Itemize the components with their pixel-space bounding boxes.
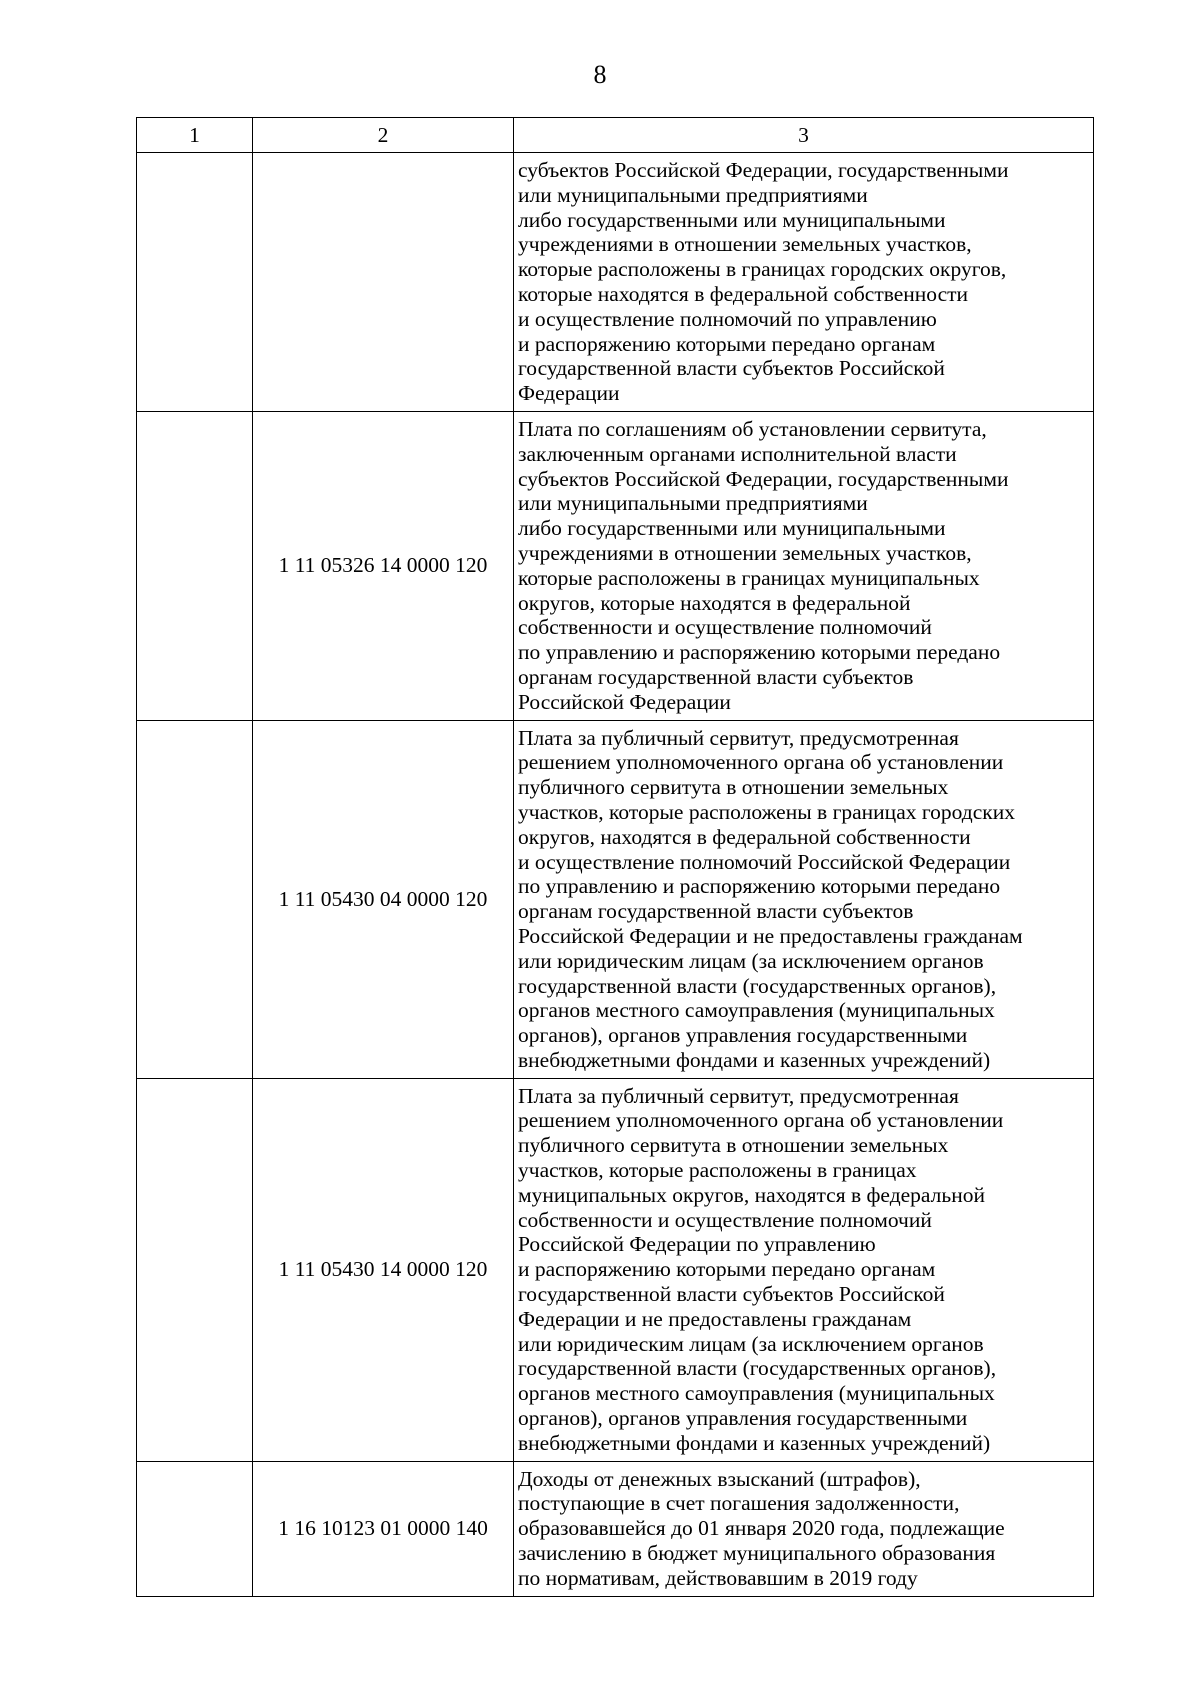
description-line: субъектов Российской Федерации, государственными [518, 158, 1009, 182]
description-line: по управлению и распоряжению которыми передано [518, 640, 1001, 665]
description-line: государственной власти (государственных органов), [518, 1356, 997, 1381]
income-description-cell [514, 411, 1094, 720]
description-line: или муниципальными предприятиями [518, 182, 868, 207]
description-line: Плата за публичный сервитут, предусмотренная [518, 725, 959, 750]
row-number-cell [137, 411, 253, 720]
description-line: участков, которые расположены в границах [518, 1158, 917, 1183]
description-line: учреждениями в отношении земельных участков, [518, 232, 972, 257]
budget-code-cell: 1 11 05430 14 0000 120 [253, 1078, 514, 1461]
description-line: решением уполномоченного органа об установлении [518, 1108, 1004, 1133]
description-line: публичного сервитута в отношении земельных [518, 775, 949, 800]
description-line: зачислению в бюджет муниципального образования [518, 1541, 996, 1566]
row-number-cell [137, 720, 253, 1078]
description-line: органам государственной власти субъектов [518, 899, 914, 924]
income-description-cell [514, 720, 1094, 1078]
budget-code-cell [253, 153, 514, 412]
description-line: Федерации [518, 381, 620, 406]
table-row [137, 411, 1094, 720]
table-row [137, 153, 1094, 412]
table-header-row [137, 118, 1094, 153]
description-line: собственности и осуществление полномочий [518, 615, 932, 640]
description-line: Доходы от денежных взысканий (штрафов), [518, 1466, 921, 1491]
description-line: и осуществление полномочий Российской Федерации [518, 849, 1011, 874]
description-line: государственной власти субъектов Российской [518, 356, 945, 381]
description-line: округов, находятся в федеральной собственности [518, 824, 971, 849]
description-line: органам государственной власти субъектов [518, 664, 914, 689]
description-line: или юридическим лицам (за исключением органов [518, 948, 984, 973]
description-line: Плата по соглашениям об установлении сервитута, [518, 416, 987, 441]
description-line: публичного сервитута в отношении земельных [518, 1133, 949, 1158]
description-line: образовавшейся до 01 января 2020 года, подлежащие [518, 1516, 1005, 1541]
description-line: или юридическим лицам (за исключением органов [518, 1331, 984, 1356]
description-line: внебюджетными фондами и казенных учреждений) [518, 1047, 991, 1072]
row-number-cell [137, 153, 253, 412]
column-header-1: 1 [137, 118, 253, 153]
description-line: органов), органов управления государственными [518, 1406, 968, 1431]
table-row [137, 1078, 1094, 1461]
income-description-cell [514, 1078, 1094, 1461]
description-line: которые расположены в границах городских округов, [518, 257, 1007, 282]
description-line: Федерации и не предоставлены гражданам [518, 1306, 912, 1331]
description-line: внебюджетными фондами и казенных учреждений) [518, 1430, 991, 1455]
description-line: которые находятся в федеральной собственности [518, 281, 969, 306]
table-row [137, 1461, 1094, 1596]
description-line: органов), органов управления государственными [518, 1023, 968, 1048]
description-line: муниципальных округов, находятся в федеральной [518, 1182, 985, 1207]
description-line: учреждениями в отношении земельных участков, [518, 540, 972, 565]
description-line: либо государственными или муниципальными [518, 207, 946, 232]
description-line: органов местного самоуправления (муниципальных [518, 998, 995, 1023]
column-header-3: 3 [514, 118, 1094, 153]
row-number-cell [137, 1461, 253, 1596]
budget-code-cell: 1 11 05430 04 0000 120 [253, 720, 514, 1078]
income-description-cell [514, 1461, 1094, 1596]
description-line: поступающие в счет погашения задолженности, [518, 1491, 960, 1516]
description-line: и распоряжению которыми передано органам [518, 1257, 936, 1282]
description-line: или муниципальными предприятиями [518, 491, 868, 516]
description-line: Российской Федерации по управлению [518, 1232, 876, 1257]
description-line: либо государственными или муниципальными [518, 516, 946, 541]
description-line: которые расположены в границах муниципальных [518, 565, 980, 590]
description-line: собственности и осуществление полномочий [518, 1207, 932, 1232]
description-line: и осуществление полномочий по управлению [518, 306, 937, 331]
description-line: органов местного самоуправления (муниципальных [518, 1381, 995, 1406]
description-line: заключенным органами исполнительной власти [518, 441, 957, 466]
description-line: государственной власти (государственных органов), [518, 973, 997, 998]
description-line: Российской Федерации и не предоставлены гражданам [518, 923, 1023, 948]
row-number-cell [137, 1078, 253, 1461]
description-line: решением уполномоченного органа об установлении [518, 750, 1004, 775]
budget-code-table [136, 117, 1094, 1597]
budget-code-cell: 1 16 10123 01 0000 140 [253, 1461, 514, 1596]
description-line: и распоряжению которыми передано органам [518, 331, 936, 356]
budget-code-cell: 1 11 05326 14 0000 120 [253, 411, 514, 720]
page-number: 8 [593, 60, 607, 89]
description-line: по управлению и распоряжению которыми передано [518, 874, 1001, 899]
description-line: государственной власти субъектов Российской [518, 1282, 945, 1307]
description-line: Российской Федерации [518, 689, 731, 714]
description-line: округов, которые находятся в федеральной [518, 590, 911, 615]
description-line: участков, которые расположены в границах городских [518, 799, 1015, 824]
description-line: субъектов Российской Федерации, государственными [518, 466, 1009, 491]
description-line: Плата за публичный сервитут, предусмотренная [518, 1083, 959, 1108]
table-row [137, 720, 1094, 1078]
description-line: по нормативам, действовавшим в 2019 году [518, 1565, 918, 1590]
column-header-2: 2 [253, 118, 514, 153]
income-description-cell [514, 153, 1094, 412]
